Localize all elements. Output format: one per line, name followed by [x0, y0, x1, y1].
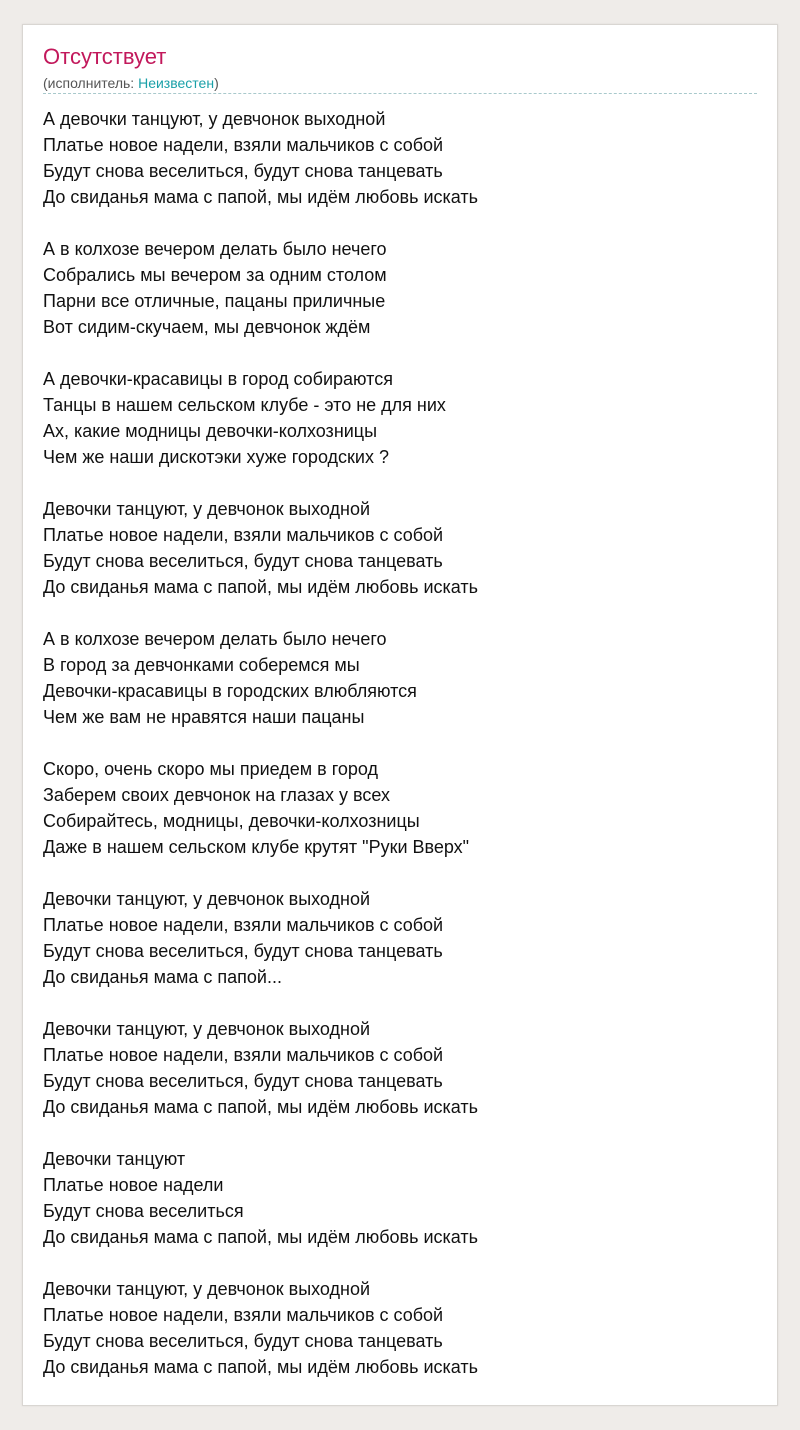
stanza	[43, 886, 759, 990]
lyrics-card	[22, 24, 778, 1406]
lyric-line: Скоро, очень скоро мы приедем в город	[43, 759, 379, 779]
lyric-line: До свиданья мама с папой, мы идём любовь искать	[43, 1357, 479, 1377]
stanza	[43, 496, 759, 600]
stanza	[43, 1276, 759, 1380]
lyric-line: Девочки-красавицы в городских влюбляются	[43, 681, 417, 701]
lyric-line: Будут снова веселиться, будут снова танцевать	[43, 551, 443, 571]
lyric-line: Будут снова веселиться	[43, 1201, 244, 1221]
lyric-line: Будут снова веселиться, будут снова танцевать	[43, 1071, 443, 1091]
stanza	[43, 106, 759, 210]
lyric-line: До свиданья мама с папой, мы идём любовь искать	[43, 187, 479, 207]
stanza	[43, 1016, 759, 1120]
lyric-line: А девочки-красавицы в город собираются	[43, 369, 393, 389]
artist-line	[43, 74, 219, 92]
lyric-line: Собрались мы вечером за одним столом	[43, 265, 387, 285]
lyric-line: Платье новое надели, взяли мальчиков с собой	[43, 525, 444, 545]
lyric-line: В город за девчонками соберемся мы	[43, 655, 360, 675]
lyric-line: Будут снова веселиться, будут снова танцевать	[43, 1331, 443, 1351]
lyric-line: До свиданья мама с папой...	[43, 967, 282, 987]
stanza	[43, 1146, 759, 1250]
lyric-line: Будут снова веселиться, будут снова танцевать	[43, 161, 443, 181]
lyric-line: Ах, какие модницы девочки-колхозницы	[43, 421, 378, 441]
lyric-line: Девочки танцуют, у девчонок выходной	[43, 499, 371, 519]
lyric-line: Танцы в нашем сельском клубе - это не для них	[43, 395, 446, 415]
song-title: Отсутствует	[43, 44, 167, 69]
lyric-line: Девочки танцуют, у девчонок выходной	[43, 1279, 371, 1299]
lyric-line: Собирайтесь, модницы, девочки-колхозницы	[43, 811, 420, 831]
lyric-line: Будут снова веселиться, будут снова танцевать	[43, 941, 443, 961]
lyric-line: А в колхозе вечером делать было нечего	[43, 629, 387, 649]
lyric-line: Платье новое надели, взяли мальчиков с собой	[43, 1305, 444, 1325]
lyric-line: Парни все отличные, пацаны приличные	[43, 291, 386, 311]
lyric-line: А в колхозе вечером делать было нечего	[43, 239, 387, 259]
artist-link[interactable]: Неизвестен	[138, 75, 215, 91]
lyric-line: Девочки танцуют	[43, 1149, 186, 1169]
stanza	[43, 236, 759, 340]
artist-suffix: )	[214, 75, 219, 91]
lyric-line: До свиданья мама с папой, мы идём любовь искать	[43, 1227, 479, 1247]
lyric-line: До свиданья мама с папой, мы идём любовь искать	[43, 1097, 479, 1117]
lyric-line: Заберем своих девчонок на глазах у всех	[43, 785, 390, 805]
lyric-line: Платье новое надели	[43, 1175, 224, 1195]
lyric-line: Платье новое надели, взяли мальчиков с собой	[43, 1045, 444, 1065]
lyric-line: Платье новое надели, взяли мальчиков с собой	[43, 135, 444, 155]
lyric-line: А девочки танцуют, у девчонок выходной	[43, 109, 386, 129]
lyric-line: Девочки танцуют, у девчонок выходной	[43, 1019, 371, 1039]
lyric-line: Чем же наши дискотэки хуже городских ?	[43, 447, 389, 467]
artist-prefix: (исполнитель:	[43, 75, 139, 91]
lyric-line: Даже в нашем сельском клубе крутят "Руки Вверх"	[43, 837, 470, 857]
lyric-line: Платье новое надели, взяли мальчиков с собой	[43, 915, 444, 935]
stanza	[43, 756, 759, 860]
stanza	[43, 626, 759, 730]
lyric-line: Вот сидим-скучаем, мы девчонок ждём	[43, 317, 371, 337]
lyric-line: Чем же вам не нравятся наши пацаны	[43, 707, 365, 727]
lyrics-body	[43, 106, 759, 1406]
title-divider	[43, 93, 757, 94]
stanza	[43, 366, 759, 470]
lyric-line: До свиданья мама с папой, мы идём любовь искать	[43, 577, 479, 597]
lyric-line: Девочки танцуют, у девчонок выходной	[43, 889, 371, 909]
